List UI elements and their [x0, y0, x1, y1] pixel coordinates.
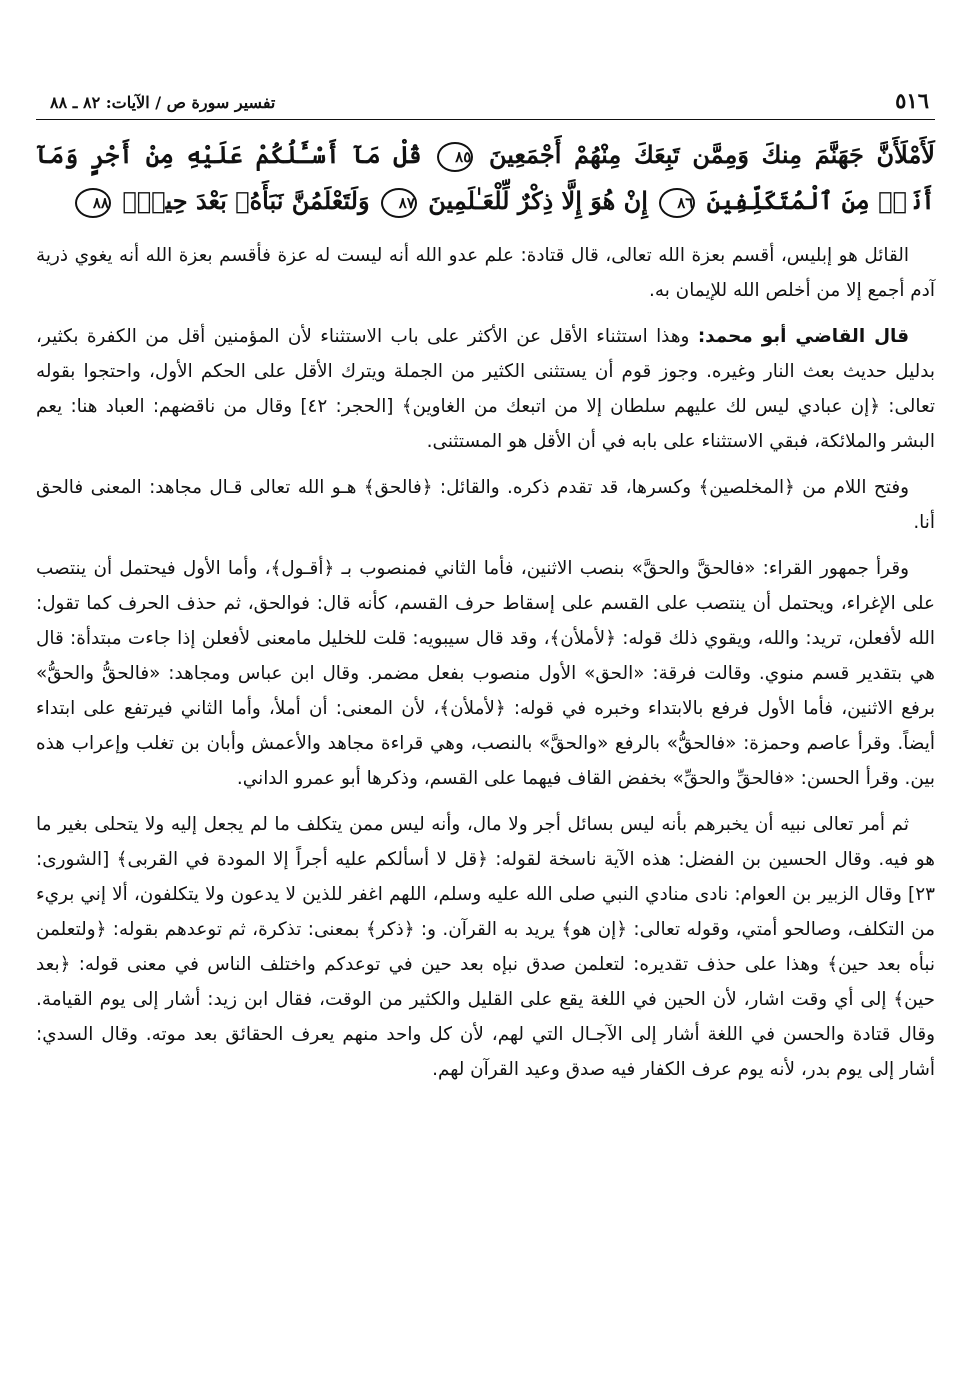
verse-number-marker: ٨٧: [381, 188, 417, 218]
quran-verses: [36, 132, 935, 224]
commentary-paragraph: [36, 807, 935, 1087]
header-title: تفسير سورة ص / الآيات: ٨٢ ـ ٨٨: [50, 93, 276, 112]
commentary-paragraph: [36, 551, 935, 796]
paragraph-text: وفتح اللام من ﴿المخلصين﴾ وكسرها، قد تقدم ذكره. والقائل: ﴿فالحق﴾ هـو الله تعالى قـال مجاهد: المعنى فالحق أنا.: [36, 477, 935, 533]
page-number: ٥١٦: [895, 88, 929, 113]
verse-number-marker: ٨٨: [75, 188, 111, 218]
verse-text: إِنْ هُوَ إِلَّا ذِكْرٌ لِّلْعَـٰلَمِينَ: [428, 186, 648, 215]
verse-number-marker: ٨٥: [437, 142, 473, 172]
commentary-body: [36, 238, 935, 1087]
verse-text: وَلَتَعْلَمُنَّ نَبَأَهُۥ بَعْدَ حِينٍۭ: [122, 186, 370, 215]
paragraph-text: القائل هو إبليس، أقسم بعزة الله تعالى، قال قتادة: علم عدو الله أنه ليست له عزة فأقسم بعزة الله أنه يغوي ذرية آدم أجمع إلا من أخلص الله للإيمان به.: [36, 245, 935, 301]
paragraph-text: وقرأ جمهور القراء: «فالحقَّ والحقَّ» بنصب الاثنين، فأما الثاني فمنصوب بـ ﴿أقـول﴾، وأما الأول فيحتمل أن ينتصب على الإغراء، ويحتمل أن ينتصب على القسم على إسقاط حرف القسم، كأنه قال: فوالحق، ثم حذف الحرف كما تقول: الله لأفعلن، تريد: والله، ويقوي ذلك قوله: ﴿لأملأن﴾، وقد قال سيبويه: قلت للخليل مامعنى لأفعلن إذا جاءت مبتدأة: قال هي بتقدير قسم منوي. وقالت فرقة: «الحق» الأول منصوب بفعل مضمر. وقال ابن عباس ومجاهد: «فالحقُّ والحقُّ» برفع الاثنين، فأما الأول فرفع بالابتداء وخبره في قوله: ﴿لأملأن﴾، لأن المعنى: أن أملأ، وأما الثاني فيرتفع على ابتداء أيضاً. وقرأ عاصم وحمزة: «فالحقُّ» بالرفع «والحقَّ» بالنصب، وهي قراءة مجاهد والأعمش وأبان بن تغلب وإعراب هذه بين. وقرأ الحسن: «فالحقِّ والحقِّ» بخفض القاف فيهما على القسم، وذكرها أبو عمرو الداني.: [36, 558, 935, 789]
verse-number-marker: ٨٦: [659, 188, 695, 218]
paragraph-text: ثم أمر تعالى نبيه أن يخبرهم بأنه ليس بسائل أجر ولا مال، وأنه ليس ممن يتكلف ما لم يجعل إليه ولا يتحلى بغير ما هو فيه. وقال الحسين بن الفضل: هذه الآية ناسخة لقوله: ﴿قل لا أسألكم عليه أجراً إلا المودة في القربى﴾ [الشورى: ٢٣] وقال الزبير بن العوام: نادى منادي النبي صلى الله عليه وسلم، اللهم اغفر للذين لا يدعون ولا يتكلفون، ألا إني بريء من التكلف، وصالحو أمتي، وقوله تعالى: ﴿إن هو﴾ يريد به القرآن. و: ﴿ذكر﴾ بمعنى: تذكرة، ثم توعدهم بقوله: ﴿ولتعلمن نبأه بعد حين﴾ وهذا على حذف تقديره: لتعلمن صدق نبإه بعد حين في توعدكم واختلف الناس في معنى قوله: ﴿بعد حين﴾ إلى أي وقت اشار، لأن الحين في اللغة يقع على القليل والكثير من الوقت، فقال ابن زيد: أشار إلى يوم القيامة. وقال قتادة والحسن في اللغة أشار إلى الآجـال التي لهم، لأن كل واحد منهم يعرف الحقائق بعد موته. وقال السدي: أشار إلى يوم بدر، لأنه يوم عرف الكفار فيه صدق وعيد القرآن لهم.: [36, 814, 935, 1080]
commentary-paragraph: [36, 470, 935, 540]
verse-text: لَأَمْلَأَنَّ جَهَنَّمَ مِنكَ وَمِمَّن تَبِعَكَ مِنْهُمْ أَجْمَعِينَ: [488, 140, 935, 169]
verse-text: قُلْ مَآ أَسْـَٔلُكُمْ عَلَيْهِ مِنْ أَجْرٍ وَمَآ أَنَا۠ مِنَ ٱلْمُتَكَلِّفِينَ: [36, 140, 935, 215]
commentary-paragraph: [36, 238, 935, 308]
running-header: [36, 88, 935, 120]
speaker-label: قال القاضي أبو محمد:: [697, 326, 909, 347]
paragraph-text: وهذا استثناء الأقل عن الأكثر على باب الاستثناء لأن المؤمنين أقل من الكفرة بكثير، بدليل حديث بعث النار وغيره. وجوز قوم أن يستثنى الكثير من الجملة ويترك الأقل على الحكم الأول، واحتجوا بقوله تعالى: ﴿إن عبادي ليس لك عليهم سلطان إلا من اتبعك من الغاوين﴾ [الحجر: ٤٢] وقال من ناقضهم: العباد هنا: يعم البشر والملائكة، فبقي الاستثناء على بابه في أن الأقل هو المستثنى.: [36, 326, 935, 452]
commentary-paragraph: [36, 319, 935, 459]
